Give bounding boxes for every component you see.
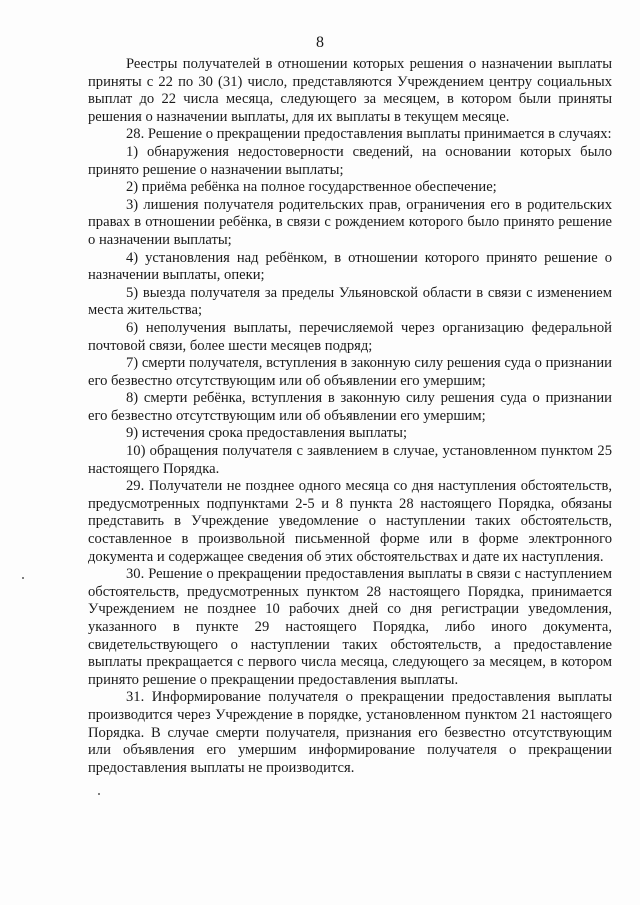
scan-speck: [98, 793, 100, 795]
paragraph-28-intro: 28. Решение о прекращении предоставления выплаты принимается в случаях:: [126, 126, 612, 143]
list-item-7: 7) смерти получателя, вступления в законную силу решения суда о признании его безвестно отсутствующим или об объявлении его умершим;: [88, 355, 612, 389]
list-item-1: 1) обнаружения недостоверности сведений, на основании которых было принято решение о назначении выплаты;: [88, 143, 612, 178]
list-item-9: 9) истечения срока предоставления выплаты;: [126, 425, 408, 442]
paragraph-30: 30. Решение о прекращении предоставления выплаты в связи с наступлением обстоятельств, предусмотренных пунктом 28 настоящего Порядка, принимается Учреждением не позднее 10 рабочих дней со дня регистрации уведомления, указанного в пункте 29 настоящего Порядка, либо иного документа, свидетельствующего о наступлении таких обстоятельств, а предоставление выплаты прекращается с первого числа месяца, следующего за месяцем, в котором принято решение о прекращении предоставления выплаты.: [88, 566, 612, 688]
document-body: [88, 56, 612, 777]
list-item-10: 10) обращения получателя с заявлением в случае, установленном пунктом 25 настоящего Порядка.: [88, 443, 612, 477]
list-item-8: 8) смерти ребёнка, вступления в законную силу решения суда о признании его безвестно отсутствующим или об объявлении его умершим;: [88, 390, 612, 424]
list-item-5: 5) выезда получателя за пределы Ульяновской области в связи с изменением места жительства;: [88, 284, 612, 319]
scan-speck: [22, 577, 24, 579]
list-item-2: 2) приёма ребёнка на полное государственное обеспечение;: [126, 179, 497, 196]
paragraph-registers: Реестры получателей в отношении которых решения о назначении выплаты приняты с 22 по 30 (31) число, представляются Учреждением центру социальных выплат до 22 числа месяца, следующего за месяцем, в котором были приняты решения о назначении выплаты, для их выплаты в текущем месяце.: [88, 56, 612, 125]
paragraph-31: 31. Информирование получателя о прекращении предоставления выплаты производится через Учреждение в порядке, установленном пунктом 21 настоящего Порядка. В случае смерти получателя, признания его безвестно отсутствующим или объявления его умершим информирование получателя о прекращении предоставления выплаты не производится.: [88, 689, 612, 776]
list-item-4: 4) установления над ребёнком, в отношении которого принято решение о назначении выплаты, опеки;: [88, 249, 612, 284]
page-number: 8: [316, 34, 324, 51]
paragraph-29: 29. Получатели не позднее одного месяца со дня наступления обстоятельств, предусмотренных подпунктами 2-5 и 8 пункта 28 настоящего Порядка, обязаны представить в Учреждение уведомление о наступлении таких обстоятельств, составленное в произвольной письменной форме или в форме электронного документа и содержащее сведения об этих обстоятельствах и дате их наступления.: [88, 478, 612, 565]
list-item-3: 3) лишения получателя родительских прав, ограничения его в родительских правах в отношении ребёнка, в связи с рождением которого было принято решение о назначении выплаты;: [88, 196, 612, 248]
list-item-6: 6) неполучения выплаты, перечисляемой через организацию федеральной почтовой связи, более шести месяцев подряд;: [88, 319, 612, 354]
